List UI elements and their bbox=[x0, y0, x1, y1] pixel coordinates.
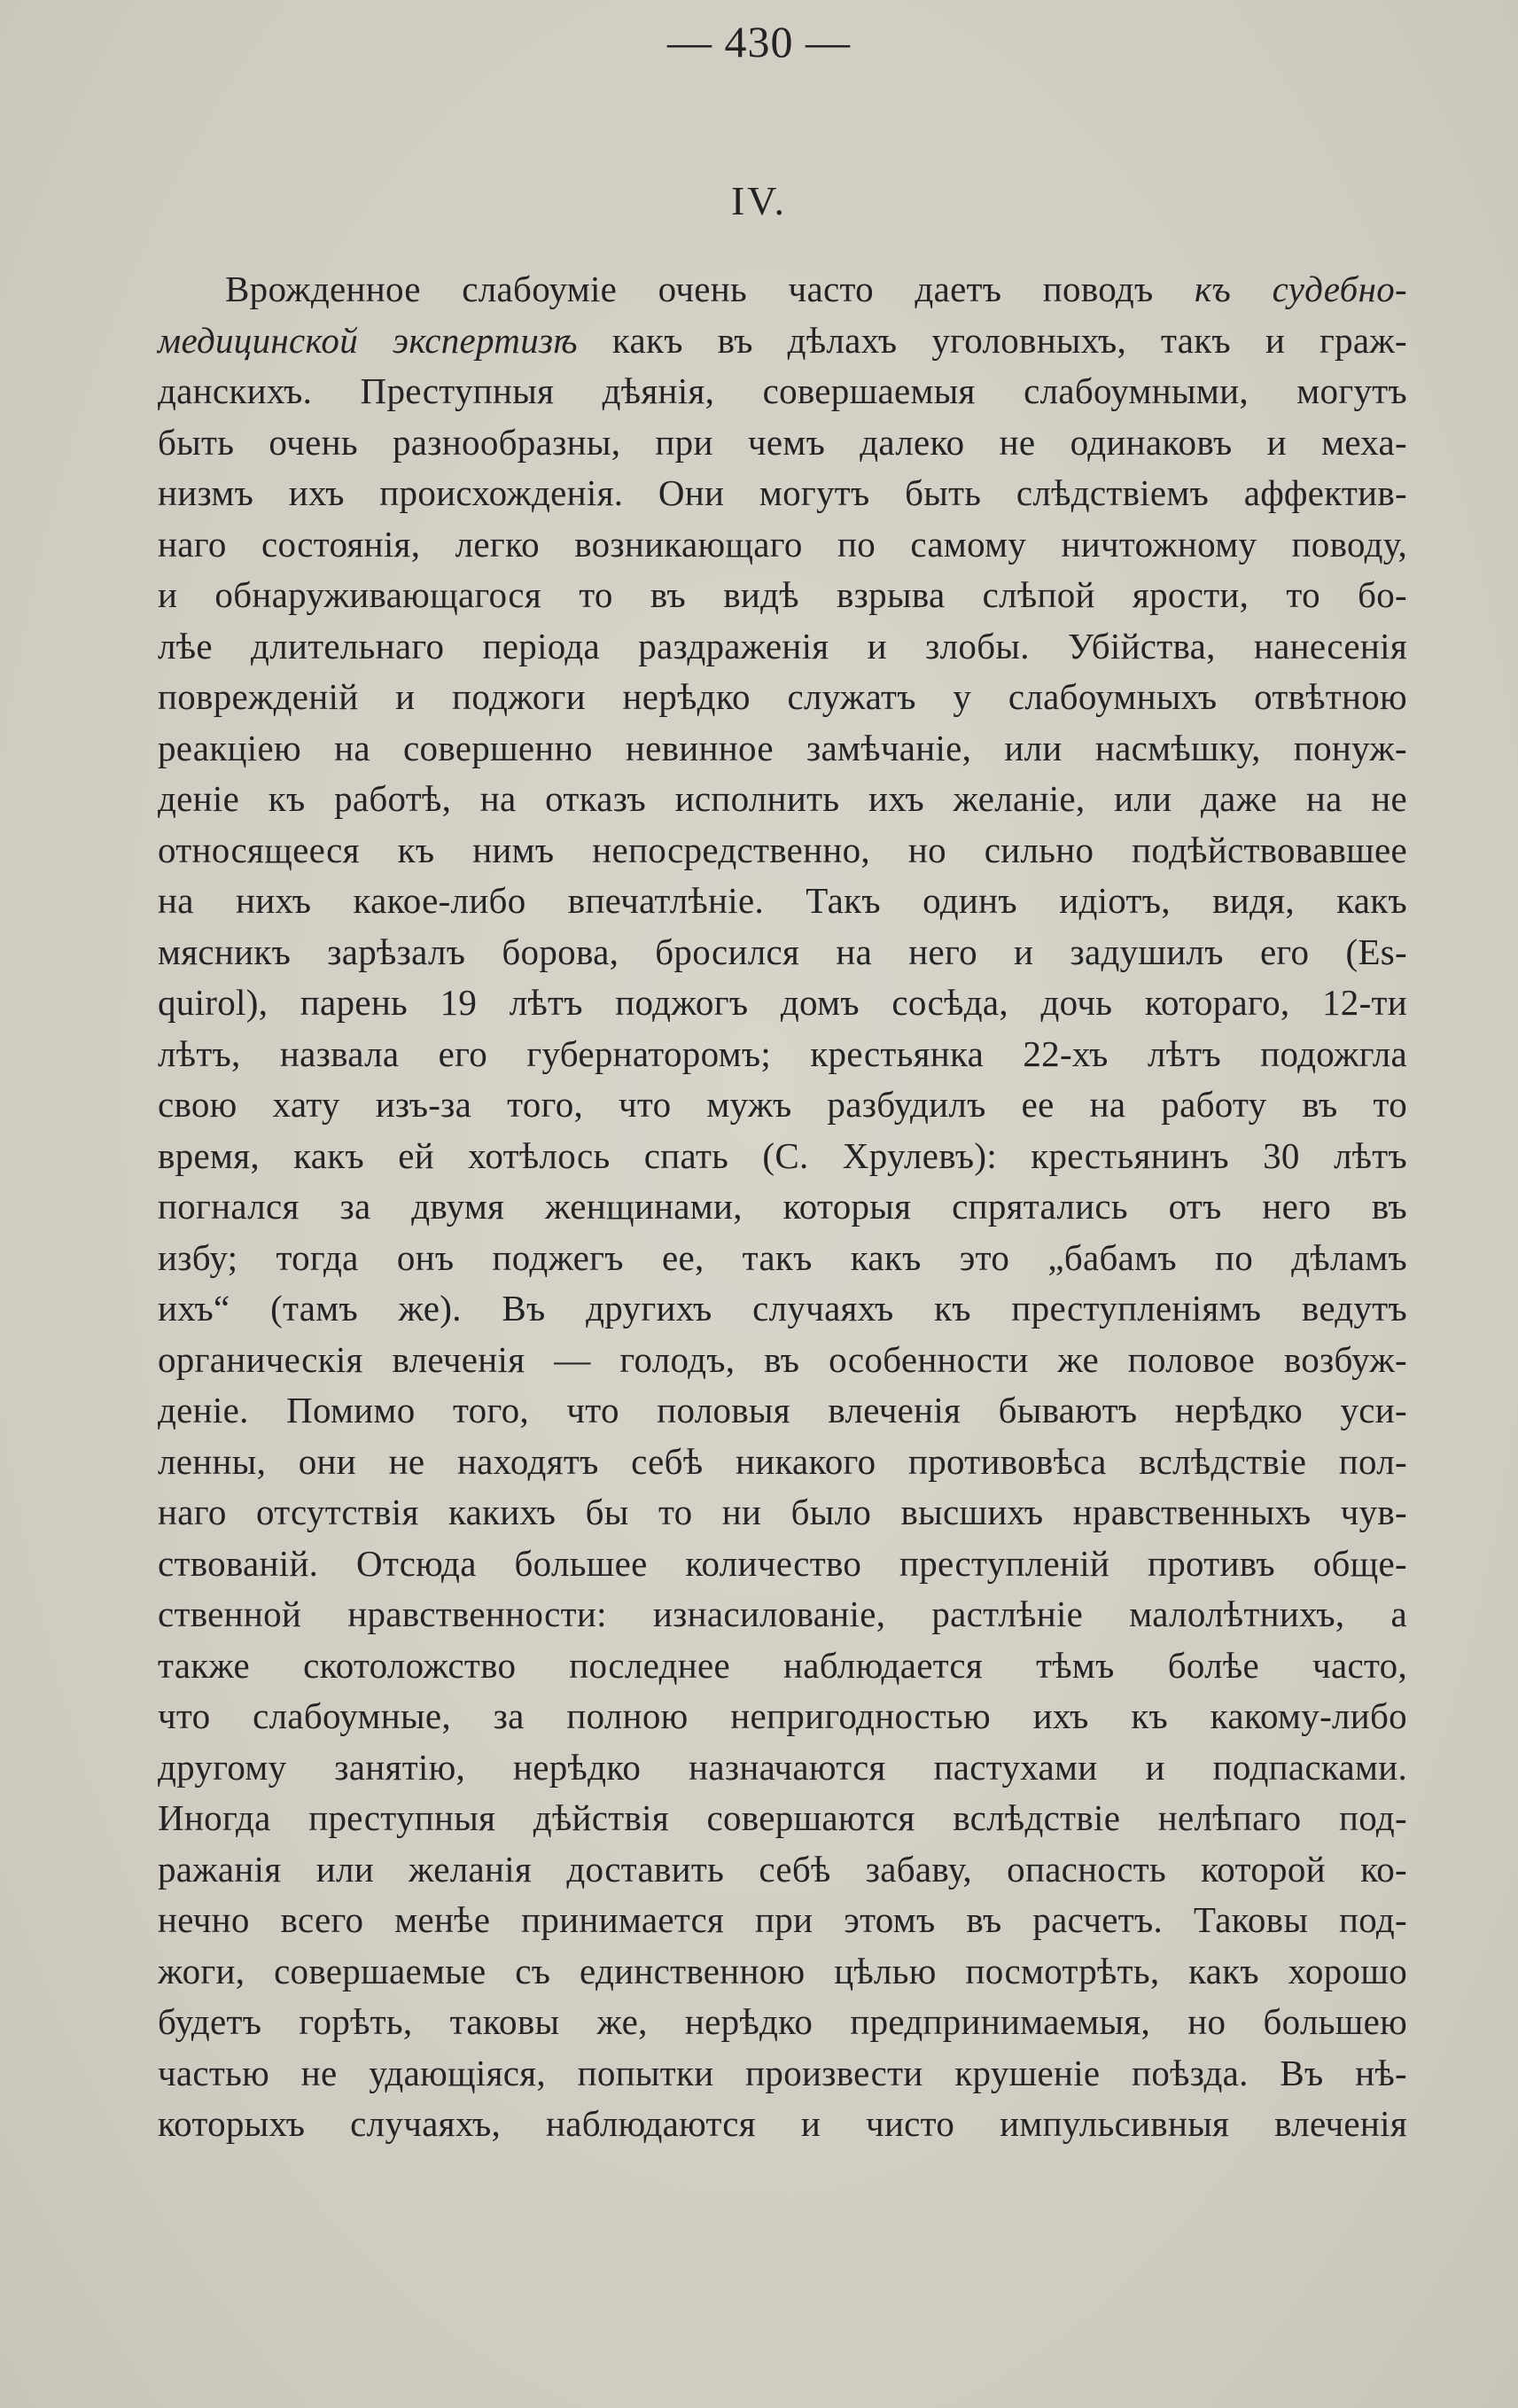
text-segment: деніе. Помимо того, что половыя влеченія бываютъ нерѣдко уси- bbox=[158, 1390, 1407, 1430]
text-line bbox=[158, 1437, 1407, 1488]
text-line bbox=[158, 1844, 1407, 1896]
text-line bbox=[158, 672, 1407, 723]
text-segment: другому занятію, нерѣдко назначаются пастухами и подпасками. bbox=[158, 1746, 1407, 1788]
text-segment: реакціею на совершенно невинное замѣчаніе, или насмѣшку, понуж- bbox=[158, 727, 1407, 768]
text-line bbox=[158, 519, 1407, 571]
text-line bbox=[158, 1029, 1407, 1080]
text-line bbox=[158, 621, 1407, 673]
text-line bbox=[158, 366, 1407, 417]
text-segment: частью не удающіяся, попытки произвести крушеніе поѣзда. Въ нѣ- bbox=[158, 2052, 1407, 2093]
text-line bbox=[158, 774, 1407, 825]
text-segment: лѣе длительнаго періода раздраженія и злобы. Убійства, нанесенія bbox=[158, 625, 1407, 666]
text-segment: наго отсутствія какихъ бы то ни было высшихъ нравственныхъ чув- bbox=[158, 1492, 1407, 1532]
text-segment: относящееся къ нимъ непосредственно, но сильно подѣйствовавшее bbox=[158, 829, 1407, 870]
text-line bbox=[158, 1487, 1407, 1539]
text-line bbox=[158, 1131, 1407, 1182]
text-line bbox=[158, 1539, 1407, 1590]
text-segment: ихъ“ (тамъ же). Въ другихъ случаяхъ къ преступленіямъ ведутъ bbox=[158, 1288, 1407, 1329]
text-line bbox=[158, 1233, 1407, 1284]
body-text bbox=[158, 264, 1407, 2150]
text-line bbox=[158, 1385, 1407, 1437]
text-segment: избу; тогда онъ поджегъ ее, такъ какъ это „бабамъ по дѣламъ bbox=[158, 1236, 1407, 1278]
text-segment: свою хату изъ-за того, что мужъ разбудилъ ее на работу въ то bbox=[158, 1084, 1407, 1125]
text-line bbox=[158, 1335, 1407, 1386]
text-line bbox=[158, 1742, 1407, 1794]
text-line bbox=[158, 316, 1407, 367]
text-line bbox=[158, 1283, 1407, 1335]
text-line bbox=[158, 1640, 1407, 1692]
text-segment: быть очень разнообразны, при чемъ далеко не одинаковъ и меха- bbox=[158, 421, 1407, 463]
text-line bbox=[158, 417, 1407, 469]
italic-text-segment: медицинской экспертизѣ bbox=[158, 319, 578, 361]
text-line bbox=[158, 2048, 1407, 2100]
text-line bbox=[158, 825, 1407, 877]
text-line bbox=[158, 570, 1407, 621]
text-segment: данскихъ. Преступныя дѣянія, совершаемыя слабоумными, могутъ bbox=[158, 370, 1407, 411]
text-segment: время, какъ ей хотѣлось спать (С. Хрулевъ): крестьянинъ 30 лѣтъ bbox=[158, 1134, 1407, 1176]
text-segment: жоги, совершаемые съ единственною цѣлью посмотрѣть, какъ хорошо bbox=[158, 1950, 1407, 1991]
text-line bbox=[158, 927, 1407, 978]
text-segment: ственной нравственности: изнасилованіе, растлѣніе малолѣтнихъ, а bbox=[158, 1594, 1407, 1634]
text-line bbox=[158, 1895, 1407, 1946]
text-line bbox=[158, 1997, 1407, 2048]
italic-text-segment: къ судебно- bbox=[1195, 269, 1407, 309]
text-segment: органическія влеченія — голодъ, въ особенности же половое возбуж- bbox=[158, 1338, 1407, 1380]
text-line bbox=[158, 2099, 1407, 2150]
text-segment: Иногда преступныя дѣйствія совершаются вслѣдствіе нелѣпаго под- bbox=[158, 1797, 1407, 1838]
text-segment: какъ въ дѣлахъ уголовныхъ, такъ и граж- bbox=[577, 319, 1407, 361]
text-segment: мясникъ зарѣзалъ борова, бросился на него и задушилъ его (Es- bbox=[158, 931, 1407, 972]
text-segment: также скотоложство последнее наблюдается тѣмъ болѣе часто, bbox=[158, 1644, 1407, 1686]
text-segment: наго состоянія, легко возникающаго по самому ничтожному поводу, bbox=[158, 523, 1407, 565]
text-segment: на нихъ какое-либо впечатлѣніе. Такъ одинъ идіотъ, видя, какъ bbox=[158, 880, 1407, 921]
text-segment: будетъ горѣть, таковы же, нерѣдко предпринимаемыя, но большею bbox=[158, 2001, 1407, 2042]
page-number: — 430 — bbox=[667, 17, 851, 66]
text-segment: низмъ ихъ происхожденія. Они могутъ быть слѣдствіемъ аффектив- bbox=[158, 472, 1407, 513]
text-line bbox=[158, 264, 1407, 316]
text-line bbox=[158, 1181, 1407, 1233]
text-line bbox=[158, 1691, 1407, 1742]
text-segment: что слабоумные, за полною непригодностью ихъ къ какому-либо bbox=[158, 1695, 1407, 1736]
text-segment: ствованій. Отсюда большее количество преступленій противъ обще- bbox=[158, 1542, 1407, 1584]
text-line bbox=[158, 876, 1407, 927]
section-heading: IV. bbox=[730, 178, 788, 223]
text-segment: ражанія или желанія доставить себѣ забаву, опасность которой ко- bbox=[158, 1848, 1407, 1890]
text-segment: и обнаруживающагося то въ видѣ взрыва слѣпой ярости, то бо- bbox=[158, 574, 1407, 615]
text-segment: поврежденій и поджоги нерѣдко служатъ у слабоумныхъ отвѣтною bbox=[158, 676, 1407, 717]
text-segment: погнался за двумя женщинами, которыя спрятались отъ него въ bbox=[158, 1186, 1407, 1227]
text-segment: Врожденное слабоуміе очень часто даетъ поводъ bbox=[225, 269, 1195, 309]
text-line bbox=[158, 1079, 1407, 1131]
text-segment: лѣтъ, назвала его губернаторомъ; крестьянка 22-хъ лѣтъ подожгла bbox=[158, 1033, 1407, 1074]
text-line bbox=[158, 1793, 1407, 1844]
text-segment: ленны, они не находятъ себѣ никакого противовѣса вслѣдствіе пол- bbox=[158, 1440, 1407, 1482]
text-line bbox=[158, 723, 1407, 775]
text-line bbox=[158, 1589, 1407, 1640]
text-segment: которыхъ случаяхъ, наблюдаются и чисто импульсивныя влеченія bbox=[158, 2103, 1407, 2144]
text-segment: деніе къ работѣ, на отказъ исполнить ихъ желаніе, или даже на не bbox=[158, 778, 1407, 819]
text-segment: нечно всего менѣе принимается при этомъ въ расчетъ. Таковы под- bbox=[158, 1899, 1407, 1940]
text-segment: quirol), парень 19 лѣтъ поджогъ домъ сосѣда, дочь котораго, 12-ти bbox=[158, 982, 1407, 1023]
text-line bbox=[158, 1946, 1407, 1998]
text-line bbox=[158, 468, 1407, 519]
text-line bbox=[158, 978, 1407, 1029]
